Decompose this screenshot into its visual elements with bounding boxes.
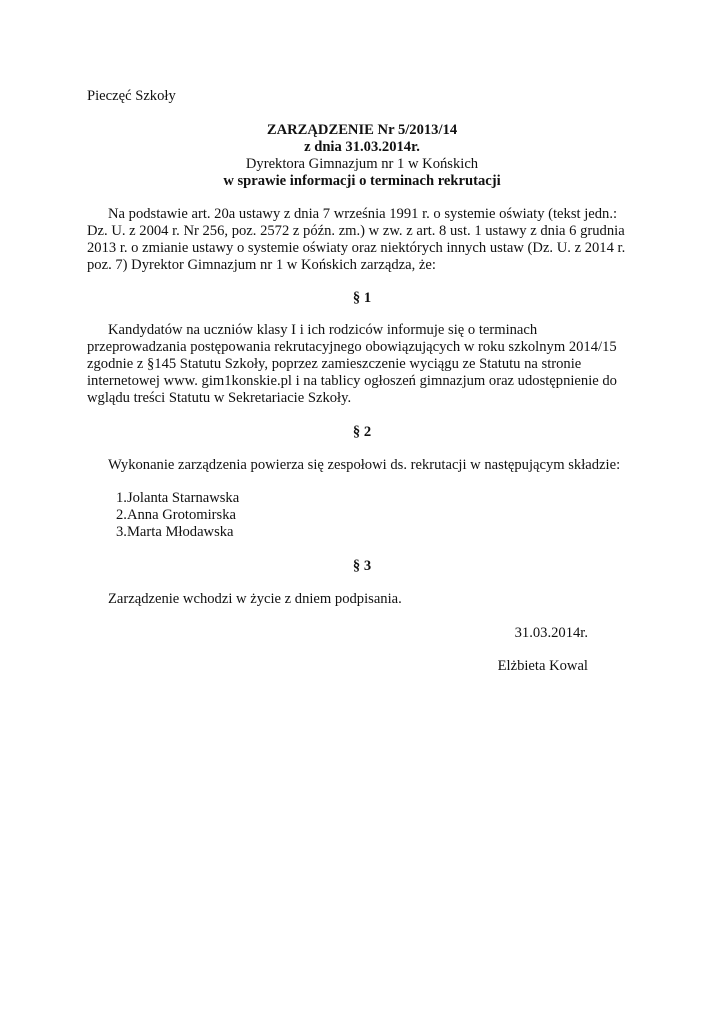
document-subject: w sprawie informacji o terminach rekrutacji — [223, 173, 501, 189]
paragraph-line: poz. 7) Dyrektor Gimnazjum nr 1 w Końskich zarządza, że: — [87, 257, 436, 273]
team-member: 3.Marta Młodawska — [116, 524, 234, 540]
section-heading-2: § 2 — [352, 424, 372, 440]
signer-name: Elżbieta Kowal — [497, 658, 588, 674]
team-member: 2.Anna Grotomirska — [116, 507, 236, 523]
paragraph-line: zgodnie z §145 Statutu Szkoły, poprzez zamieszczenie wyciągu ze Statutu na stronie — [87, 356, 582, 372]
paragraph-line: internetowej www. gim1konskie.pl i na tablicy ogłoszeń gimnazjum oraz udostępnienie do — [87, 373, 617, 389]
team-members-list — [116, 490, 239, 541]
section-heading-3: § 3 — [352, 558, 372, 574]
paragraph-line: Na podstawie art. 20a ustawy z dnia 7 września 1991 r. o systemie oświaty (tekst jedn.: — [108, 206, 618, 222]
school-stamp-label: Pieczęć Szkoły — [87, 88, 176, 104]
paragraph-line: przeprowadzania postępowania rekrutacyjnego obowiązujących w roku szkolnym 2014/15 — [87, 339, 617, 355]
paragraph-line: wglądu treści Statutu w Sekretariacie Szkoły. — [87, 390, 352, 406]
team-member: 1.Jolanta Starnawska — [116, 490, 240, 506]
signature-date: 31.03.2014r. — [514, 625, 588, 641]
section-2-paragraph — [87, 457, 647, 474]
paragraph-line: Zarządzenie wchodzi w życie z dniem podpisania. — [108, 591, 402, 607]
document-issuer: Dyrektora Gimnazjum nr 1 w Końskich — [245, 156, 479, 172]
paragraph-line: Dz. U. z 2004 r. Nr 256, poz. 2572 z późn. zm.) w zw. z art. 8 ust. 1 ustawy z dnia 6 grudnia — [87, 223, 625, 239]
document-title-block — [87, 122, 637, 190]
document-date: z dnia 31.03.2014r. — [304, 139, 420, 155]
paragraph-line: Wykonanie zarządzenia powierza się zespołowi ds. rekrutacji w następującym składzie: — [108, 457, 621, 473]
section-3-paragraph — [87, 591, 647, 608]
section-heading-1: § 1 — [352, 290, 372, 306]
paragraph-line: 2013 r. o zmianie ustawy o systemie oświaty oraz niektórych innych ustaw (Dz. U. z 2014 r. — [87, 240, 626, 256]
legal-basis-paragraph — [87, 206, 647, 274]
section-1-paragraph — [87, 322, 647, 407]
paragraph-line: Kandydatów na uczniów klasy I i ich rodziców informuje się o terminach — [108, 322, 538, 338]
document-number: ZARZĄDZENIE Nr 5/2013/14 — [266, 122, 458, 138]
